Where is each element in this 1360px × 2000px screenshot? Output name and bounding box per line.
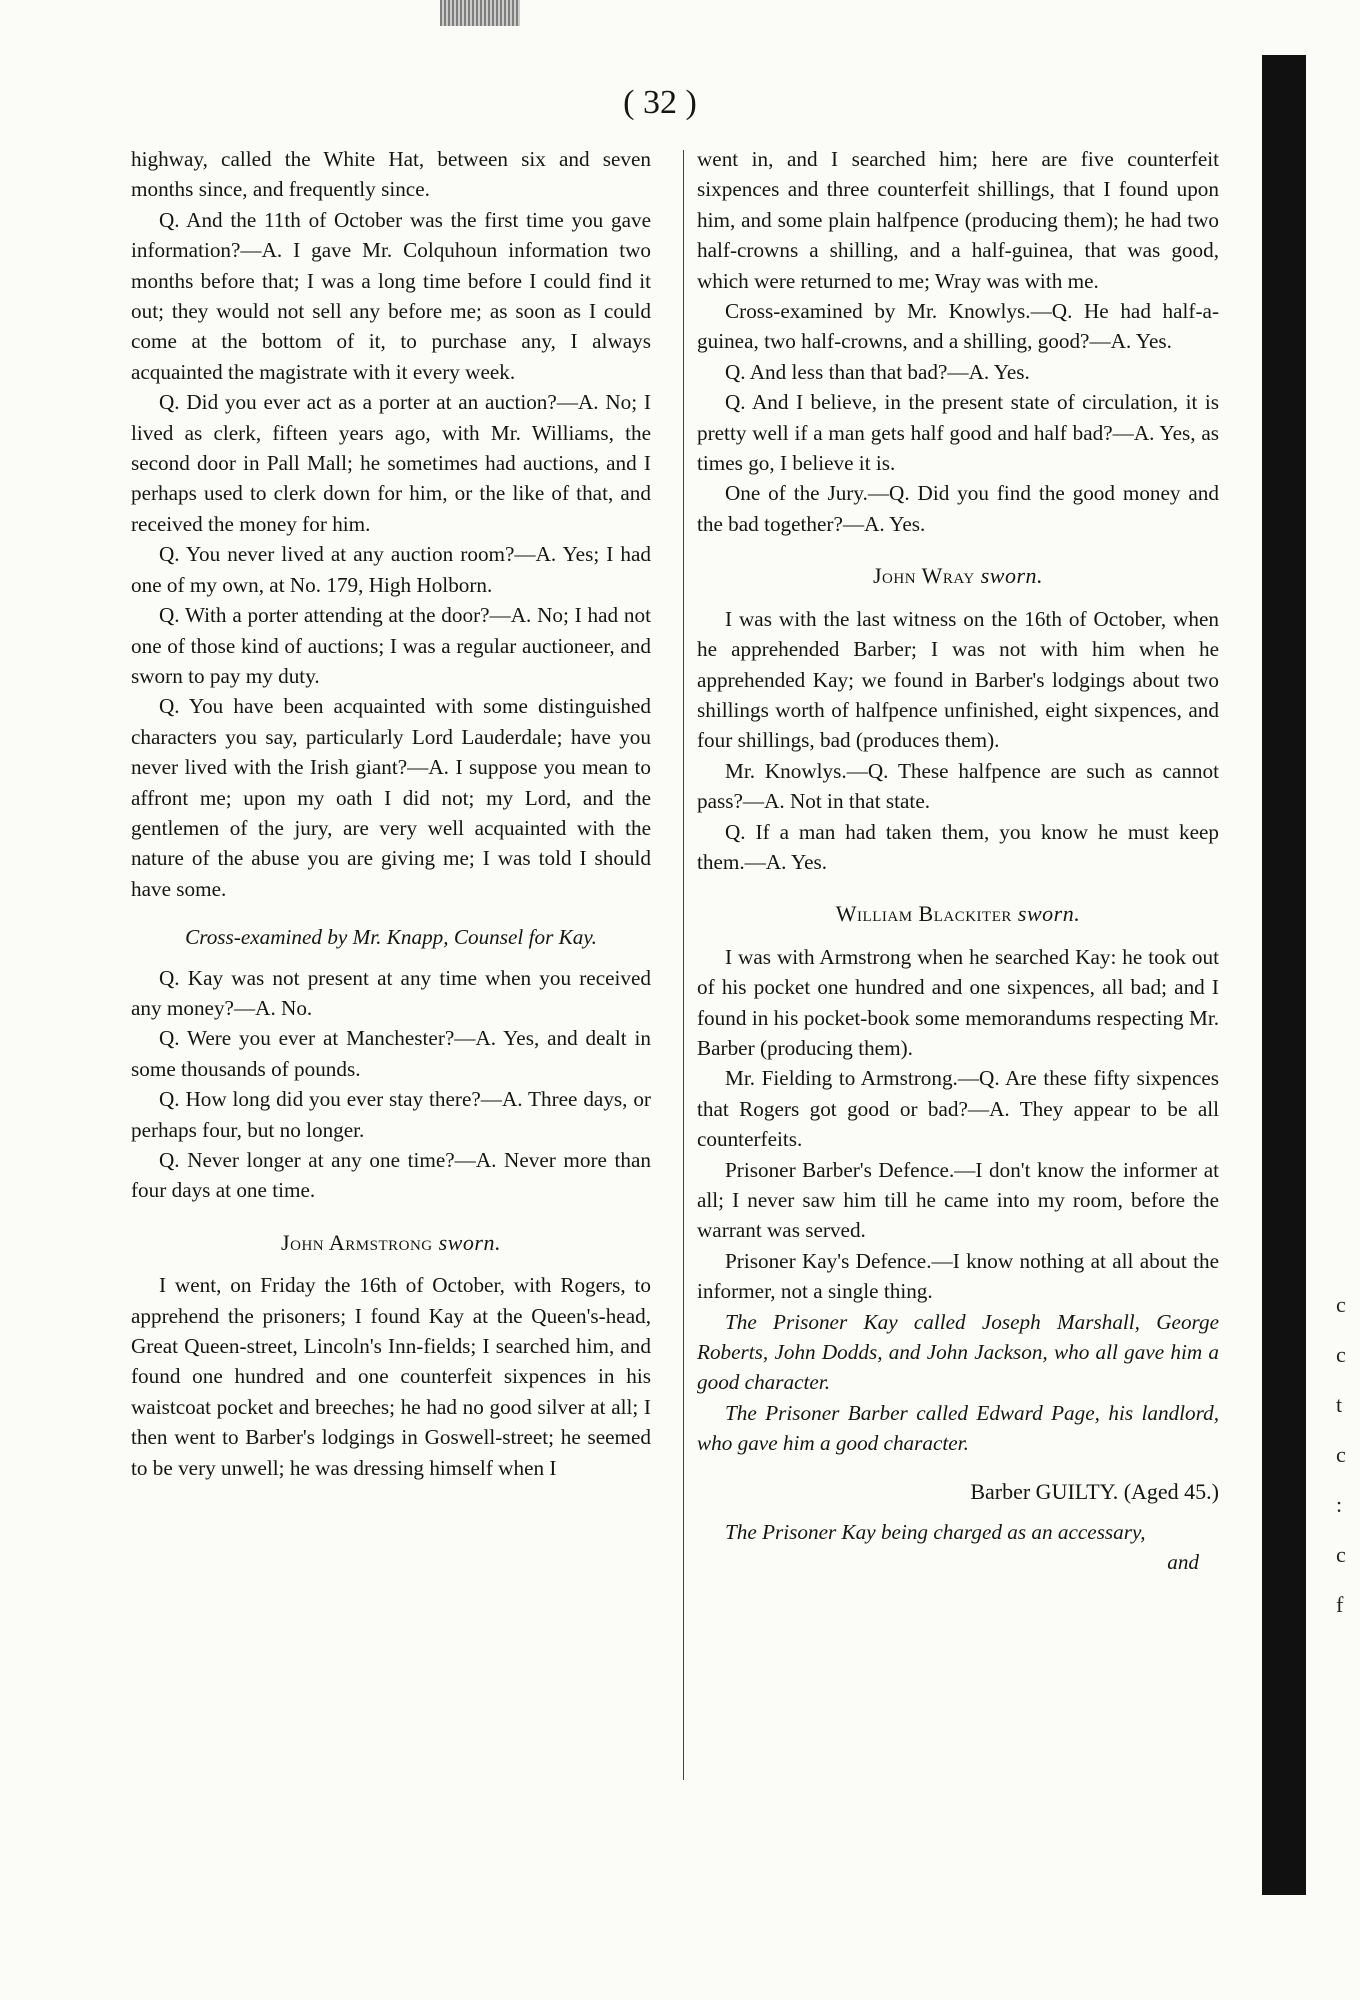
paragraph: Mr. Knowlys.—Q. These halfpence are such as cannot pass?—A. Not in that state. [697, 758, 1219, 814]
paragraph: Prisoner Kay's Defence.—I know nothing at all about the informer, not a single thing. [697, 1248, 1219, 1304]
left-column [131, 144, 651, 1483]
right-column [697, 144, 1219, 1578]
paragraph: I was with the last witness on the 16th of October, when he apprehended Barber; I was not with him when he apprehended Kay; we found in Barber's lodgings about two shillings worth of halfpence unfinished, eight sixpences, and four shillings, bad (produces them). [697, 606, 1219, 753]
paragraph: highway, called the White Hat, between six and seven months since, and frequently since. [131, 147, 651, 202]
paragraph: Q. And less than that bad?—A. Yes. [725, 359, 1030, 384]
paragraph: Q. Were you ever at Manchester?—A. Yes, and dealt in some thousands of pounds. [131, 1026, 651, 1081]
sworn-label: sworn. [980, 563, 1044, 589]
character-witness-note: The Prisoner Barber called Edward Page, his landlord, who gave him a good character. [697, 1400, 1219, 1456]
paragraph: I was with Armstrong when he searched Kay: he took out of his pocket one hundred and one sixpences, all bad; and I found in his pocket-book some memorandums respecting Mr. Barber (producing them). [697, 944, 1219, 1060]
margin-marks [1336, 1280, 1356, 1630]
witness-heading-armstrong [131, 1228, 651, 1258]
margin-mark: c [1336, 1292, 1346, 1317]
paragraph: Q. If a man had taken them, you know he must keep them.—A. Yes. [697, 819, 1219, 874]
paragraph: Q. Kay was not present at any time when you received any money?—A. No. [131, 965, 651, 1020]
column-divider [683, 150, 684, 1780]
margin-mark: c [1336, 1342, 1346, 1367]
paragraph: Mr. Fielding to Armstrong.—Q. Are these fifty sixpences that Rogers got good or bad?—A. They appear to be all counterfeits. [697, 1066, 1219, 1152]
margin-mark: t [1336, 1392, 1343, 1417]
binding-edge [1262, 55, 1306, 1895]
paragraph: Q. And I believe, in the present state of circulation, it is pretty well if a man gets half good and half bad?—A. Yes, as times go, I believe it is. [697, 390, 1219, 476]
paragraph: I went, on Friday the 16th of October, with Rogers, to apprehend the prisoners; I found Kay at the Queen's-head, Great Queen-street, Lincoln's Inn-fields; I searched him, and found one hundred and one counterfeit sixpences in his waistcoat pocket and breeches; he had no good silver at all; I then went to Barber's lodgings in Goswell-street; he seemed to be very unwell; he was dressing himself when I [131, 1273, 651, 1480]
paragraph: Prisoner Barber's Defence.—I don't know the informer at all; I never saw him till he came into my room, before the warrant was served. [697, 1157, 1219, 1243]
paragraph: Q. Did you ever act as a porter at an auction?—A. No; I lived as clerk, fifteen years ago, with Mr. Williams, the second door in Pall Mall; he sometimes had auctions, and I perhaps used to clerk down for him, or the like of that, and received the money for him. [131, 390, 651, 536]
witness-heading-blackiter [697, 899, 1219, 929]
verdict: Barber GUILTY. (Aged 45.) [970, 1478, 1219, 1504]
margin-mark: c [1336, 1542, 1346, 1567]
paragraph: Q. You have been acquainted with some distinguished characters you say, particularly Lord Lauderdale; have you never lived with the Irish giant?—A. I suppose you mean to affront me; upon my oath I did not; my Lord, and the gentlemen of the jury, are very well acquainted with the nature of the abuse you are giving me; I was told I should have some. [131, 694, 651, 901]
witness-name: William Blackiter [835, 901, 1012, 927]
paragraph: Q. With a porter attending at the door?—A. No; I had not one of those kind of auctions; I was a regular auctioneer, and sworn to pay my duty. [131, 603, 651, 688]
witness-name: John Wray [872, 563, 975, 589]
cross-examination-heading: Cross-examined by Mr. Knapp, Counsel for Kay. [185, 925, 597, 950]
paragraph: The Prisoner Kay being charged as an accessary, [725, 1520, 1146, 1545]
catchword: and [1167, 1550, 1199, 1575]
paragraph: One of the Jury.—Q. Did you find the good money and the bad together?—A. Yes. [697, 481, 1219, 536]
library-stamp [440, 0, 520, 26]
character-witness-note: The Prisoner Kay called Joseph Marshall, George Roberts, John Dodds, and John Jackson, who all gave him a good character. [697, 1309, 1219, 1395]
paragraph: Q. Never longer at any one time?—A. Never more than four days at one time. [131, 1148, 651, 1203]
paragraph: Q. You never lived at any auction room?—A. Yes; I had one of my own, at No. 179, High Holborn. [131, 542, 651, 597]
paragraph: Cross-examined by Mr. Knowlys.—Q. He had half-a-guinea, two half-crowns, and a shilling, good?—A. Yes. [697, 299, 1219, 354]
witness-heading-wray [697, 561, 1219, 591]
margin-mark: f [1336, 1592, 1344, 1617]
paragraph: went in, and I searched him; here are five counterfeit sixpences and three counterfeit shillings, that I found upon him, and some plain halfpence (producing them); he had two half-crowns a shilling, and a half-guinea, that was good, which were returned to me; Wray was with me. [697, 147, 1219, 293]
margin-mark: : [1336, 1492, 1343, 1517]
sworn-label: sworn. [438, 1229, 501, 1255]
paragraph: Q. How long did you ever stay there?—A. Three days, or perhaps four, but no longer. [131, 1087, 651, 1142]
paragraph: Q. And the 11th of October was the first time you gave information?—A. I gave Mr. Colquhoun information two months before that; I was a long time before I could find it out; they would not sell any before me; as soon as I could come at the bottom of it, to purchase any, I always acquainted the magistrate with it every week. [131, 207, 651, 384]
sworn-label: sworn. [1017, 901, 1081, 927]
witness-name: John Armstrong [281, 1229, 433, 1255]
page-number: ( 32 ) [623, 84, 697, 121]
margin-mark: c [1336, 1442, 1346, 1467]
